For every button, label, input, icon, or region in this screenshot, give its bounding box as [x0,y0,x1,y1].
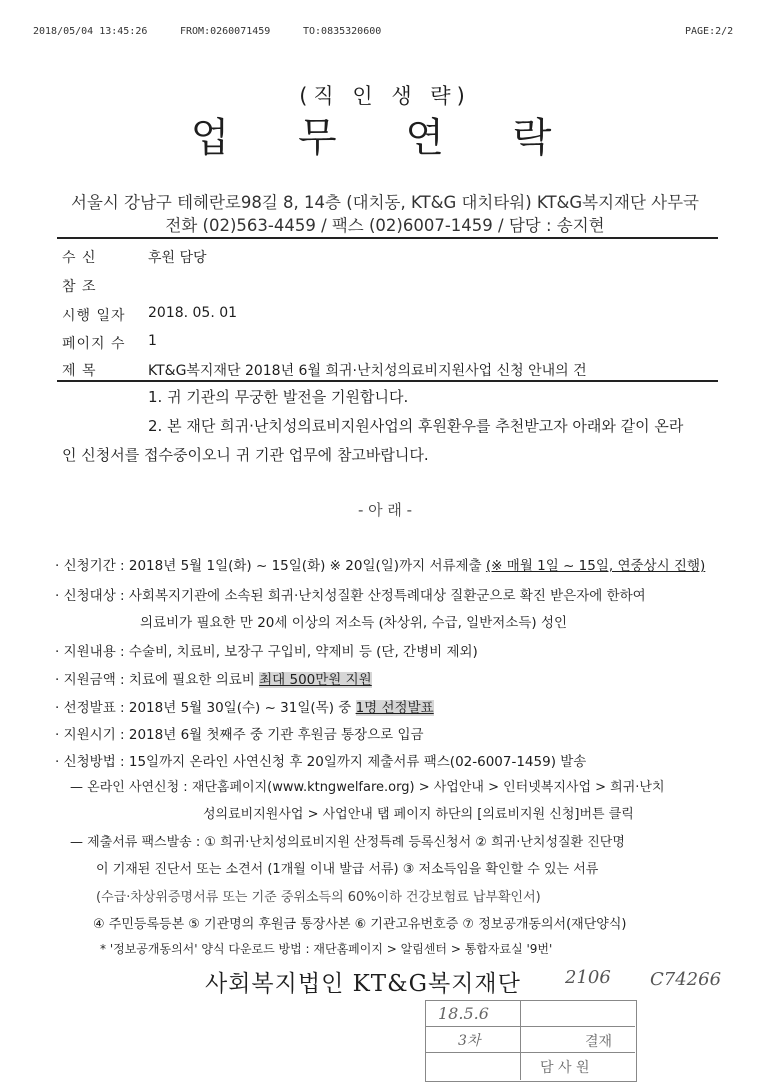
stamp-divider-2 [425,1052,635,1053]
organization-name: 사회복지법인 KT&G복지재단 [205,971,521,997]
item-content: · 지원내용 : 수술비, 치료비, 보장구 구입비, 약제비 등 (단, 간병비 제외) [55,644,478,660]
body-paragraph-2b: 인 신청서를 접수중이오니 귀 기관 업무에 참고바랍니다. [62,446,429,464]
field-value-subject: KT&G복지재단 2018년 6월 희귀·난치성의료비지원사업 신청 안내의 건 [148,363,587,379]
online-step-1: — 온라인 사연신청 : 재단홈페이지(www.ktngwelfare.org) > 사업안내 > 인터넷복지사업 > 희귀·난치 [70,780,665,795]
stamp-text-b: 결재 [585,1034,613,1050]
item-target-2: 의료비가 필요한 만 20세 이상의 저소득 (차상위, 수급, 일반저소득) 성인 [140,615,568,631]
document-subtitle: (직 인 생 략) [299,84,471,108]
item-period [55,554,705,574]
document-title: 업 무 연 락 [190,115,580,161]
fax-docs-2: 이 기재된 진단서 또는 소견서 (1개월 이내 발급 서류) ③ 저소득임을 확인할 수 있는 서류 [96,862,599,877]
item-selection-highlight: 1명 선정발표 [355,700,434,716]
item-amount-highlight: 최대 500만원 지원 [259,672,372,688]
fax-docs-1: — 제출서류 팩스발송 : ① 희귀·난치성의료비지원 산정특례 등록신청서 ② 희귀·난치성질환 진단명 [70,835,625,850]
field-label-recipient: 수 신 [62,250,97,266]
stamp-text-c: 담 사 원 [540,1060,590,1076]
field-value-date: 2018. 05. 01 [148,305,238,321]
stamp-divider-v [520,1000,521,1080]
handwritten-number-2: C74266 [650,969,722,990]
sender-contact: 전화 (02)563-4459 / 팩스 (02)6007-1459 / 담당 : 송지현 [165,216,605,235]
online-step-2: 성의료비지원사업 > 사업안내 탭 페이지 하단의 [의료비지원 신청]버튼 클릭 [203,807,634,822]
stamp-date: 18.5.6 [438,1004,489,1023]
fax-to: TO:0835320600 [303,26,382,37]
field-value-recipient: 후원 담당 [148,250,207,266]
fax-datetime: 2018/05/04 13:45:26 [33,26,148,37]
item-selection-main: · 선정발표 : 2018년 5월 30일(수) ~ 31일(목) 중 [55,700,356,716]
field-label-subject: 제 목 [62,363,97,379]
field-label-reference: 참 조 [62,279,97,295]
item-amount-main: · 지원금액 : 치료에 필요한 의료비 [55,672,260,688]
item-selection [55,696,434,716]
item-target-1: · 신청대상 : 사회복지기관에 소속된 희귀·난치성질환 산정특례대상 질환군으로 확진 받은자에 한하여 [55,588,646,604]
item-period-main: · 신청기간 : 2018년 5월 1일(화) ~ 15일(화) ※ 20일(일)까지 서류제출 [55,558,482,574]
stamp-text-a: 3차 [458,1033,481,1049]
header-rule-bottom [57,380,718,382]
below-heading: - 아 래 - [357,501,413,519]
body-paragraph-1: 1. 귀 기관의 무궁한 발전을 기원합니다. [148,388,409,406]
fax-page: PAGE:2/2 [685,26,734,37]
header-rule-top [57,237,718,239]
stamp-divider-1 [425,1026,635,1027]
field-label-date: 시행 일자 [62,308,126,324]
body-paragraph-2a: 2. 본 재단 희귀·난치성의료비지원사업의 후원환우를 추천받고자 아래와 같이 온라 [148,417,684,435]
handwritten-number-1: 2106 [565,967,611,988]
fax-docs-note: * '정보공개동의서' 양식 다운로드 방법 : 재단홈페이지 > 알림센터 > 통합자료실 '9번' [100,942,553,956]
fax-from: FROM:0260071459 [180,26,271,37]
item-method: · 신청방법 : 15일까지 온라인 사연신청 후 20일까지 제출서류 팩스(02-6007-1459) 발송 [55,754,587,770]
fax-docs-4: ④ 주민등록등본 ⑤ 기관명의 후원금 통장사본 ⑥ 기관고유번호증 ⑦ 정보공개동의서(재단양식) [93,917,627,932]
item-amount [55,668,372,688]
field-value-pages: 1 [148,333,157,349]
item-time: · 지원시기 : 2018년 6월 첫째주 중 기관 후원금 통장으로 입금 [55,727,424,743]
item-period-note: (※ 매월 1일 ~ 15일, 연중상시 진행) [485,558,706,574]
fax-docs-3: (수급·차상위증명서류 또는 기준 중위소득의 60%이하 건강보험료 납부확인서) [96,890,541,905]
field-label-pages: 페이지 수 [62,336,126,352]
sender-address: 서울시 강남구 테헤란로98길 8, 14층 (대치동, KT&G 대치타워) KT&G복지재단 사무국 [70,193,699,212]
